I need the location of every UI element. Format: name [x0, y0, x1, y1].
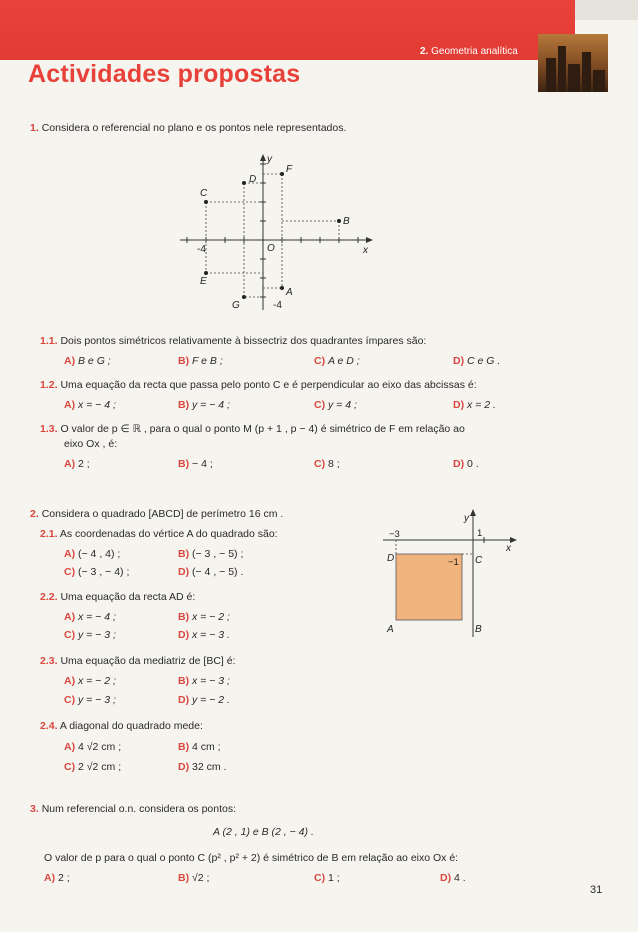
- svg-text:y: y: [267, 154, 272, 165]
- city-photo-icon: [538, 34, 608, 92]
- q2-1-option-b: B) (− 3 , − 5) ;: [178, 548, 244, 560]
- q1-statement: 1. Considera o referencial no plano e os pontos nele representados.: [30, 122, 347, 134]
- svg-text:-4: -4: [197, 244, 206, 255]
- svg-text:E: E: [200, 276, 207, 287]
- q2-square-graph: [378, 505, 523, 640]
- svg-text:-4: -4: [273, 300, 282, 311]
- svg-text:O: O: [267, 243, 275, 254]
- q1-2-statement: 1.2. Uma equação da recta que passa pelo ponto C e é perpendicular ao eixo das abcissas é:: [40, 379, 477, 391]
- svg-text:B: B: [343, 216, 350, 227]
- q2-2-option-b: B) x = − 2 ;: [178, 611, 230, 623]
- q1-2-option-c: C) y = 4 ;: [314, 399, 357, 411]
- svg-text:D: D: [387, 553, 395, 564]
- q1-2-option-d: D) x = 2 .: [453, 399, 496, 411]
- q1-1-option-d: D) C e G .: [453, 355, 501, 367]
- svg-text:B: B: [475, 624, 482, 635]
- q1-2-option-a: A) x = − 4 ;: [64, 399, 116, 411]
- q2-1-statement: 2.1. As coordenadas do vértice A do quadrado são:: [40, 528, 278, 540]
- q1-1-option-a: A) B e G ;: [64, 355, 111, 367]
- q2-4-option-d: D) 32 cm .: [178, 761, 227, 773]
- svg-text:−1: −1: [448, 557, 459, 568]
- q2-3-option-d: D) y = − 2 .: [178, 694, 230, 706]
- q3-option-b: B) √2 ;: [178, 872, 210, 884]
- q2-4-statement: 2.4. A diagonal do quadrado mede:: [40, 720, 203, 732]
- q2-statement: 2. Considera o quadrado [ABCD] de perímetro 16 cm .: [30, 508, 284, 520]
- svg-text:F: F: [286, 164, 293, 175]
- q1-3-statement: 1.3. O valor de p ∈ ℝ , para o qual o ponto M (p + 1 , p − 4) é simétrico de F em relação ao: [40, 423, 465, 435]
- q1-1-option-c: C) A e D ;: [314, 355, 360, 367]
- q2-4-option-c: C) 2 √2 cm ;: [64, 761, 122, 773]
- q1-3-option-b: B) − 4 ;: [178, 458, 213, 470]
- svg-text:D: D: [249, 174, 257, 185]
- q1-1-statement: 1.1. Dois pontos simétricos relativamente à bissectriz dos quadrantes ímpares são:: [40, 335, 427, 347]
- q3-statement: 3. Num referencial o.n. considera os pontos:: [30, 803, 237, 815]
- q1-1-option-b: B) F e B ;: [178, 355, 223, 367]
- q2-3-statement: 2.3. Uma equação da mediatriz de [BC] é:: [40, 655, 236, 667]
- q1-3-option-a: A) 2 ;: [64, 458, 90, 470]
- q1-3-option-c: C) 8 ;: [314, 458, 340, 470]
- svg-text:−3: −3: [389, 529, 400, 540]
- q1-2-option-b: B) y = − 4 ;: [178, 399, 230, 411]
- svg-text:A: A: [387, 624, 394, 635]
- svg-text:y: y: [464, 513, 469, 524]
- q3-option-a: A) 2 ;: [44, 872, 70, 884]
- q2-2-option-c: C) y = − 3 ;: [64, 629, 116, 641]
- page-number: 31: [590, 884, 603, 896]
- q3-question: O valor de p para o qual o ponto C (p² , p² + 2) é simétrico de B em relação ao eixo Ox é:: [44, 852, 459, 864]
- svg-text:C: C: [475, 555, 483, 566]
- page-title: Actividades propostas: [28, 60, 301, 88]
- q2-2-option-d: D) x = − 3 .: [178, 629, 230, 641]
- svg-text:1: 1: [477, 528, 483, 539]
- q1-3-option-d: D) 0 .: [453, 458, 479, 470]
- svg-text:C: C: [200, 188, 208, 199]
- q2-1-option-a: A) (− 4 , 4) ;: [64, 548, 121, 560]
- header-band-edge: [575, 0, 638, 20]
- q2-2-statement: 2.2. Uma equação da recta AD é:: [40, 591, 196, 603]
- q1-coordinate-graph: [175, 150, 385, 315]
- q3-option-c: C) 1 ;: [314, 872, 340, 884]
- q2-3-option-b: B) x = − 3 ;: [178, 675, 230, 687]
- q2-4-option-b: B) 4 cm ;: [178, 741, 221, 753]
- q3-option-d: D) 4 .: [440, 872, 466, 884]
- q2-3-option-c: C) y = − 3 ;: [64, 694, 116, 706]
- q1-3-statement-cont: eixo Ox , é:: [64, 438, 118, 450]
- q2-2-option-a: A) x = − 4 ;: [64, 611, 116, 623]
- svg-text:A: A: [286, 287, 293, 298]
- q2-1-option-d: D) (− 4 , − 5) .: [178, 566, 244, 578]
- svg-text:G: G: [232, 300, 240, 311]
- chapter-label: 2. Geometria analítica: [420, 46, 518, 57]
- svg-text:x: x: [363, 245, 368, 256]
- q2-1-option-c: C) (− 3 , − 4) ;: [64, 566, 130, 578]
- q3-points: A (2 , 1) e B (2 , − 4) .: [213, 826, 314, 838]
- q2-4-option-a: A) 4 √2 cm ;: [64, 741, 122, 753]
- q2-3-option-a: A) x = − 2 ;: [64, 675, 116, 687]
- svg-text:x: x: [506, 543, 511, 554]
